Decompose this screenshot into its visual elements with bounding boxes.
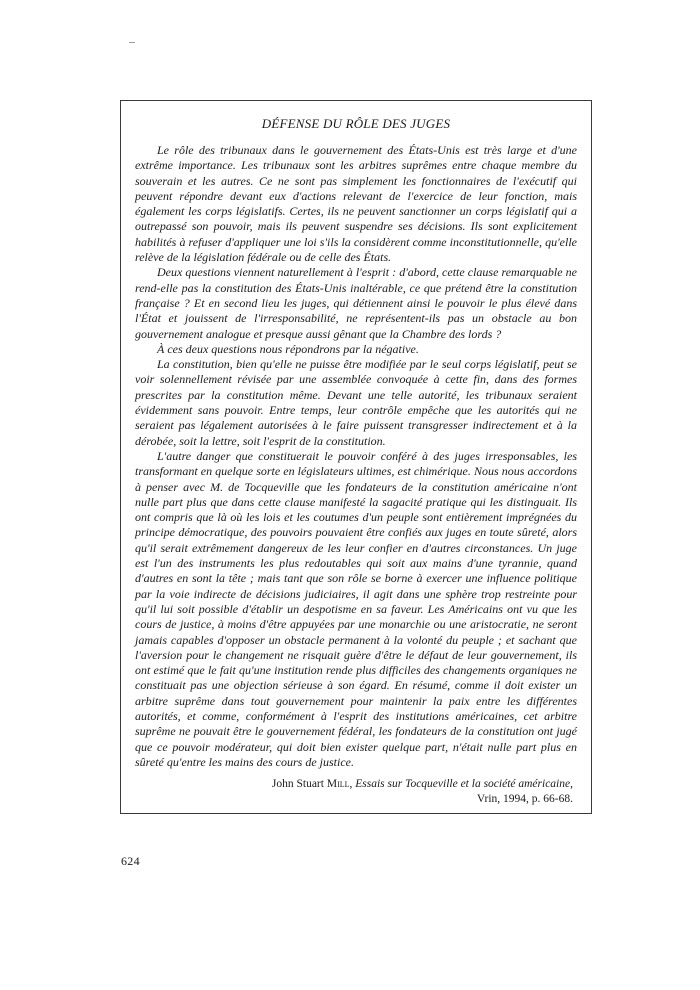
excerpt-title: DÉFENSE DU RÔLE DES JUGES bbox=[261, 116, 451, 131]
paragraph-2: Deux questions viennent naturellement à l'esprit : d'abord, cette clause remarquable ne rend-elle pas la constitution des États-Unis inaltérable, ce que prétend être la constitution française ? Et en second lieu les juges, qui détiennent ainsi le pouvoir le plus élevé dans l'État et jouissent de l'irresponsabilité, ne représentent-ils pas un obstacle au bon gouvernement analogue et presque aussi gênant que la Chambre des lords ? bbox=[135, 265, 577, 341]
author-first-name: John Stuart bbox=[271, 778, 324, 791]
page-number: 624 bbox=[121, 854, 140, 868]
boxed-excerpt bbox=[120, 100, 592, 814]
author-last-name: Mill bbox=[326, 778, 350, 791]
paragraph-1: Le rôle des tribunaux dans le gouvernement des États-Unis est très large et d'une extrême importance. Les tribunaux sont les arbitres suprêmes entre chaque membre du souverain et les autres. Ce ne sont pas simplement les fonctionnaires de l'exécutif qui peuvent répondre devant eux d'actions relevant de l'exercice de leur fonction, mais également les corps législatifs. Certes, ils ne peuvent sanctionner un corps législatif qui a outrepassé son pouvoir, mais ils peuvent suspendre ses décisions. Ils sont explicitement habilités à refuser d'appliquer une loi s'ils la considèrent comme inconstitutionnelle, qu'elle relève de la législation fédérale ou de celle des États. bbox=[135, 143, 577, 265]
excerpt-body bbox=[135, 143, 577, 770]
paragraph-4: La constitution, bien qu'elle ne puisse être modifiée par le seul corps législatif, peut se voir solennellement révisée par une assemblée convoquée à cette fin, dans des formes prescrites par la constitution même. Devant une telle autorité, les tribunaux seraient évidemment sans pouvoir. Entre temps, leur contrôle empêche que les autorités qui ne seraient pas légalement autorisées à le faire puissent transgresser indirectement et à la dérobée, soit la lettre, soit l'esprit de la constitution. bbox=[135, 357, 577, 448]
source-citation bbox=[135, 777, 577, 806]
paragraph-5: L'autre danger que constituerait le pouvoir conféré à des juges irresponsables, les transformant en quelque sorte en législateurs ultimes, est chimérique. Nous nous accordons à penser avec M. de Tocqueville que les fondateurs de la constitution américaine n'ont nulle part plus que dans cette clause manifesté la sagacité pratique qui les distinguait. Ils ont compris que là où les lois et les coutumes d'un peuple sont entièrement imprégnées du principe démocratique, des pouvoirs pouvaient être confiés aux juges en toute sûreté, alors qu'il serait extrêmement dangereux de les leur confier en d'autres circonstances. Un juge est l'un des instruments les plus redoutables qui soit aux mains d'une tyrannie, quand d'autres en sont la tête ; mais tant que son rôle se borne à exercer une influence politique par la voie indirecte de décisions judiciaires, il agit dans une sphère trop restreinte pour qu'il lui soit possible d'établir un despotisme en sa faveur. Les Américains ont vu que les cours de justice, à moins d'être appuyées par une monarchie ou une aristocratie, ne seront jamais capables d'opposer un obstacle permanent à la volonté du peuple ; et sachant que l'aversion pour le changement ne risquait guère d'être le défaut de leur gouvernement, ils ont estimé que le fait qu'une institution rende plus difficiles des changements organiques ne constituait pas une objection sérieuse à son égard. En résumé, comme il doit exister un arbitre suprême dans tout gouvernement pour maintenir la paix entre les différentes autorités, et comme, conformément à l'esprit des institutions américaines, cet arbitre suprême ne pouvait être le gouvernement fédéral, les fondateurs de la constitution ont jugé que ce pouvoir modérateur, qui doit bien exister quelque part, n'était nulle part plus en sûreté qu'entre les mains des cours de justice. bbox=[135, 448, 577, 769]
scan-speck bbox=[129, 42, 135, 43]
paragraph-3: À ces deux questions nous répondrons par la négative. bbox=[157, 341, 419, 356]
citation-line-2: Vrin, 1994, p. 66-68. bbox=[476, 792, 573, 805]
work-title: Essais sur Tocqueville et la société américaine bbox=[355, 778, 571, 791]
citation-line-1: John Stuart Mill, Essais sur Tocqueville et la société américaine, bbox=[271, 778, 573, 791]
